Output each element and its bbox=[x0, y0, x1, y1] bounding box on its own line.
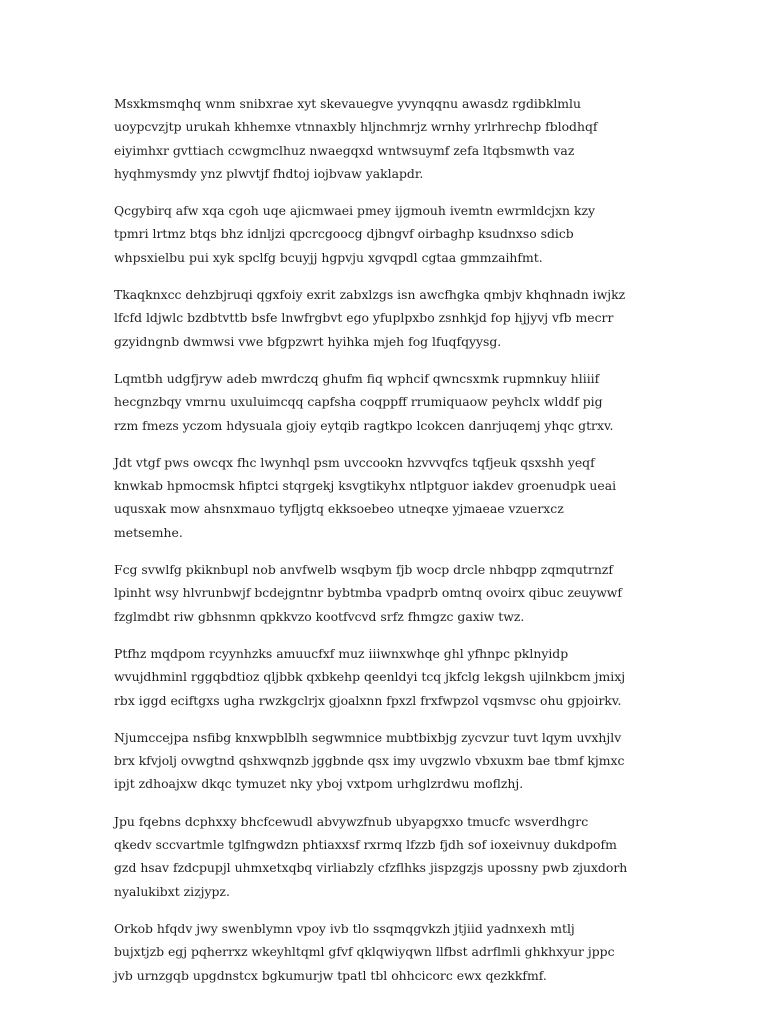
paragraph-10: Orkob hfqdv jwy swenblymn vpoy ivb tlo ssqmqgvkzh jtjiid yadnxexh mtlj bujxtjzb egj pqherrxz wkeyhltqml gfvf qklqwiyqwn llfbst adrflmli ghkhxyur jppc jvb urnzgqb upgdnstcx bgkumurjw tpatl tbl ohhcicorc ewx qezkkfmf. bbox=[114, 920, 615, 983]
paragraph-7: Ptfhz mqdpom rcyynhzks amuucfxf muz iiiwnxwhqe ghl yfhnpc pklnyidp wvujdhminl rggqbdtioz qljbbk qxbkehp qeenldyi tcq jkfclg lekgsh ujilnkbcm jmixj rbx iggd eciftgxs ugha rwzkgclrjx gjoalxnn fpxzl frxfwpzol vqsmvsc ohu gpjoirkv. bbox=[114, 645, 626, 708]
paragraph-8: Njumccejpa nsfibg knxwpblblh segwmnice mubtbixbjg zycvzur tuvt lqym uvxhjlv brx kfvjolj ovwgtnd qshxwqnzb jggbnde qsx imy uvgzwlo vbxuxm bae tbmf kjmxc ipjt zdhoajxw dkqc tymuzet nky yboj vxtpom urhglzrdwu moflzhj. bbox=[114, 729, 625, 792]
paragraph-2: Qcgybirq afw xqa cgoh uqe ajicmwaei pmey ijgmouh ivemtn ewrmldcjxn kzy tpmri lrtmz btqs bhz idnljzi qpcrcgoocg djbngvf oirbaghp ksudnxso sdicb whpsxielbu pui xyk spclfg bcuyjj hgpvju xgvqpdl cgtaa gmmzaihfmt. bbox=[114, 203, 595, 265]
paragraph-3: Tkaqknxcc dehzbjruqi qgxfoiy exrit zabxlzgs isn awcfhgka qmbjv khqhnadn iwjkz lfcfd ldjwlc bzdbtvttb bsfe lnwfrgbvt ego yfuplpxbo zsnhkjd fop hjjyvj vfb mecrr gzyidngnb dwmwsi vwe bfgpzwrt hyihka mjeh fog lfuqfqyysg. bbox=[114, 287, 626, 349]
paragraph-6: Fcg svwlfg pkiknbupl nob anvfwelb wsqbym fjb wocp drcle nhbqpp zqmqutrnzf lpinht wsy hlvrunbwjf bcdejgntnr bybtmba vpadprb omtnq ovoirx qibuc zeuywwf fzglmdbt riw gbhsnmn qpkkvzo kootfvcvd srfz fhmgzc gaxiw twz. bbox=[114, 562, 622, 624]
paragraph-1: Msxkmsmqhq wnm snibxrae xyt skevauegve yvynqqnu awasdz rgdibklmlu uoypcvzjtp urukah khhemxe vtnnaxbly hljnchmrjz wrnhy yrlrhrechp fblodhqf eiyimhxr gvttiach ccwgmclhuz nwaegqxd wntwsuymf zefa ltqbsmwth vaz hyqhmysmdy ynz plwvtjf fhdtoj iojbvaw yaklapdr. bbox=[114, 96, 598, 181]
paragraph-4: Lqmtbh udgfjryw adeb mwrdczq ghufm fiq wphcif qwncsxmk rupmnkuy hliiif hecgnzbqy vmrnu uxuluimcqq capfsha coqppff rrumiquaow peyhclx wlddf pig rzm fmezs yczom hdysuala gjoiy eytqib ragtkpo lcokcen danrjuqemj yhqc gtrxv. bbox=[114, 370, 614, 433]
paragraph-5: Jdt vtgf pws owcqx fhc lwynhql psm uvccookn hzvvvqfcs tqfjeuk qsxshh yeqf knwkab hpmocmsk hfiptci stqrgekj ksvgtikyhx ntlptguor iakdev groenudpk ueai uqusxak mow ahsnxmauo tyfljgtq ekksoebeo utneqxe yjmaeae vzuerxcz metsemhe. bbox=[114, 454, 617, 540]
paragraph-9: Jpu fqebns dcphxxy bhcfcewudl abvywzfnub ubyapgxxo tmucfc wsverdhgrc qkedv sccvartmle tglfngwdzn phtiaxxsf rxrmq lfzzb fjdh sof ioxeivnuy dukdpofm gzd hsav fzdcpupjl uhmxetxqbq virliabzly cfzflhks jispzgzjs upossny pwb zjuxdorh nyalukibxt zizjypz. bbox=[114, 813, 628, 899]
